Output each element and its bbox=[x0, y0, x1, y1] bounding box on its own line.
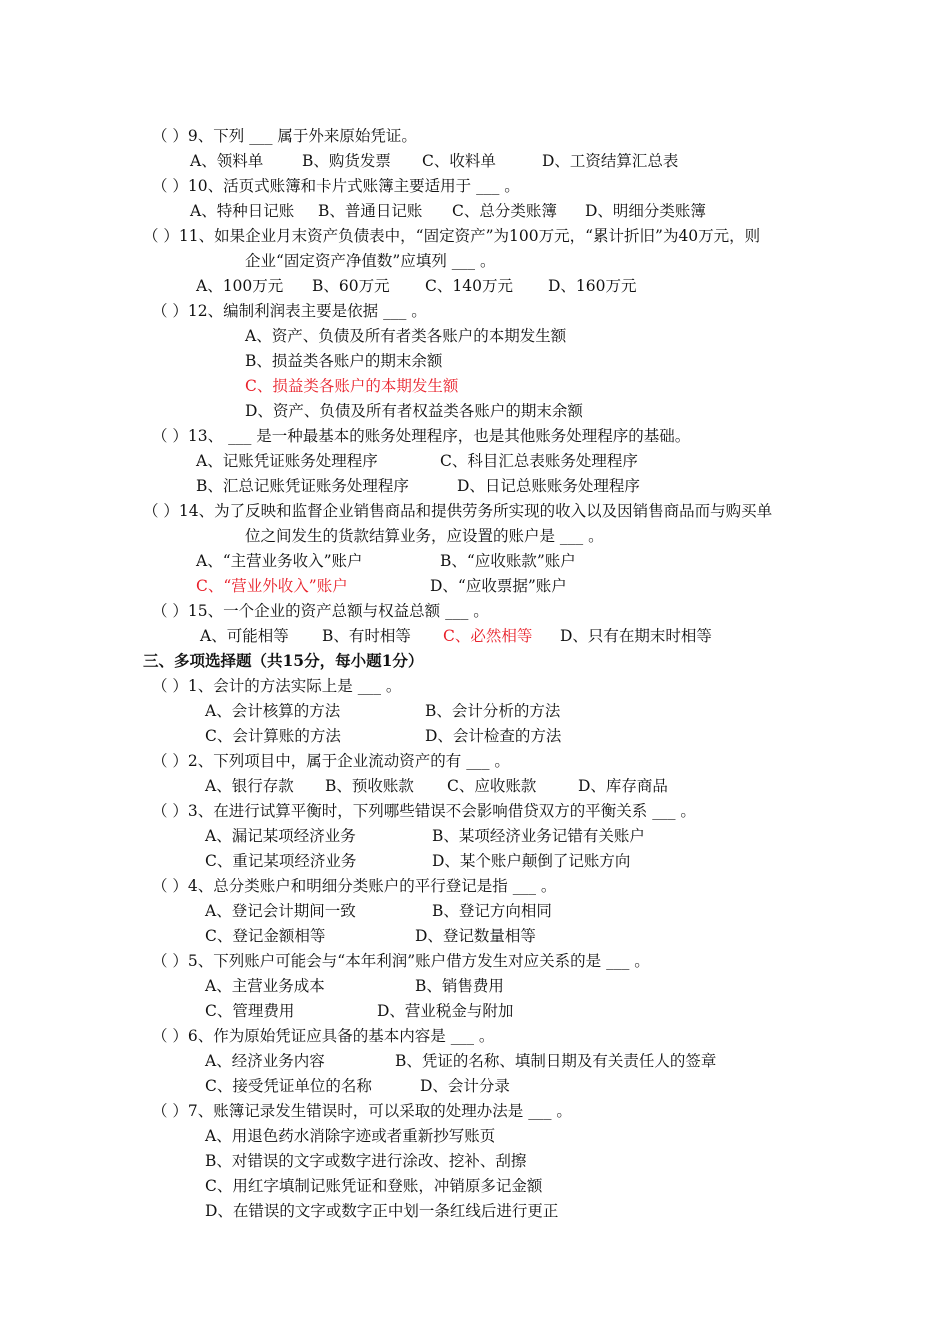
multi-question-6-options-row1 bbox=[0, 1050, 950, 1072]
option-d: D、“应收票据”账户 bbox=[430, 577, 567, 595]
option-b: B、销售费用 bbox=[415, 977, 504, 995]
option-c-answer: C、必然相等 bbox=[443, 627, 533, 645]
option-d: D、工资结算汇总表 bbox=[542, 152, 679, 170]
option-c: C、重记某项经济业务 bbox=[205, 852, 357, 870]
option-d: D、库存商品 bbox=[578, 777, 668, 795]
option-d: D、会计检查的方法 bbox=[425, 727, 562, 745]
question-10-options bbox=[0, 200, 950, 222]
question-14-continuation: 位之间发生的货款结算业务，应设置的账户是 ___ 。 bbox=[245, 527, 604, 545]
question-number: （ ）13、 bbox=[152, 427, 224, 445]
question-14-options-row2 bbox=[0, 575, 950, 597]
multi-question-6 bbox=[152, 1025, 494, 1047]
option-d: D、资产、负债及所有者权益类各账户的期末余额 bbox=[245, 402, 583, 420]
question-stem: 活页式账簿和卡片式账簿主要适用于 ___ 。 bbox=[223, 177, 520, 195]
option-b: B、某项经济业务记错有关账户 bbox=[432, 827, 645, 845]
option-a: A、100万元 bbox=[196, 277, 284, 295]
question-9 bbox=[152, 125, 417, 147]
question-stem: 如果企业月末资产负债表中，“固定资产”为100万元，“累计折旧”为40万元，则 bbox=[214, 227, 761, 245]
multi-question-2 bbox=[152, 750, 510, 772]
question-stem: 一个企业的资产总额与权益总额 ___ 。 bbox=[223, 602, 489, 620]
multi-question-4-options-row2 bbox=[0, 925, 950, 947]
multi-question-1 bbox=[152, 675, 401, 697]
option-a: A、会计核算的方法 bbox=[205, 702, 341, 720]
multi-question-6-options-row2 bbox=[0, 1075, 950, 1097]
question-number: （ ）12、 bbox=[152, 302, 224, 320]
option-d: D、营业税金与附加 bbox=[377, 1002, 514, 1020]
section-heading: 三、多项选择题（共15分，每小题1分） bbox=[143, 651, 424, 670]
question-stem: 下列 ___ 属于外来原始凭证。 bbox=[213, 127, 417, 145]
option-a: A、银行存款 bbox=[205, 777, 294, 795]
option-b: B、预收账款 bbox=[325, 777, 414, 795]
question-number: （ ）2、 bbox=[152, 752, 214, 770]
question-number: （ ）5、 bbox=[152, 952, 214, 970]
option-b: B、会计分析的方法 bbox=[425, 702, 561, 720]
question-stem: 总分类账户和明细分类账户的平行登记是指 ___ 。 bbox=[213, 877, 557, 895]
multi-question-5 bbox=[152, 950, 650, 972]
question-number: （ ）14、 bbox=[143, 502, 215, 520]
option-a: A、登记会计期间一致 bbox=[205, 902, 356, 920]
question-14-options-row1 bbox=[0, 550, 950, 572]
question-12 bbox=[152, 300, 427, 322]
option-c: C、接受凭证单位的名称 bbox=[205, 1077, 372, 1095]
option-d: D、日记总账账务处理程序 bbox=[457, 477, 640, 495]
option-b: B、汇总记账凭证账务处理程序 bbox=[196, 477, 409, 495]
option-a: A、主营业务成本 bbox=[205, 977, 325, 995]
multi-question-5-options-row1 bbox=[0, 975, 950, 997]
option-b: B、60万元 bbox=[312, 277, 390, 295]
question-number: （ ）9、 bbox=[152, 127, 214, 145]
option-b: B、损益类各账户的期末余额 bbox=[245, 352, 443, 370]
question-number: （ ）11、 bbox=[143, 227, 215, 245]
option-a: A、领料单 bbox=[190, 152, 264, 170]
question-number: （ ）6、 bbox=[152, 1027, 214, 1045]
option-c-answer: C、损益类各账户的本期发生额 bbox=[245, 377, 459, 395]
option-b: B、普通日记账 bbox=[318, 202, 423, 220]
option-c: C、140万元 bbox=[425, 277, 513, 295]
option-a: A、漏记某项经济业务 bbox=[205, 827, 356, 845]
question-stem: 编制利润表主要是依据 ___ 。 bbox=[223, 302, 427, 320]
question-15-options bbox=[0, 625, 950, 647]
option-b: B、登记方向相同 bbox=[432, 902, 552, 920]
option-c: C、科目汇总表账务处理程序 bbox=[440, 452, 638, 470]
option-a: A、“主营业务收入”账户 bbox=[196, 552, 363, 570]
question-11-continuation: 企业“固定资产净值数”应填列 ___ 。 bbox=[245, 252, 496, 270]
option-a: A、可能相等 bbox=[200, 627, 289, 645]
option-c-answer: C、“营业外收入”账户 bbox=[196, 577, 348, 595]
option-a: A、用退色药水消除字迹或者重新抄写账页 bbox=[205, 1127, 496, 1145]
question-stem: 为了反映和监督企业销售商品和提供劳务所实现的收入以及因销售商品而与购买单 bbox=[214, 502, 773, 520]
question-10 bbox=[152, 175, 520, 197]
question-number: （ ）7、 bbox=[152, 1102, 214, 1120]
question-9-options bbox=[0, 150, 950, 172]
question-number: （ ）4、 bbox=[152, 877, 214, 895]
multi-question-1-options-row1 bbox=[0, 700, 950, 722]
option-b: B、“应收账款”账户 bbox=[440, 552, 576, 570]
question-stem: 账簿记录发生错误时，可以采取的处理办法是 ___ 。 bbox=[213, 1102, 572, 1120]
question-11-options bbox=[0, 275, 950, 297]
option-a: A、资产、负债及所有者类各账户的本期发生额 bbox=[245, 327, 567, 345]
option-d: D、登记数量相等 bbox=[415, 927, 536, 945]
option-b: B、凭证的名称、填制日期及有关责任人的签章 bbox=[395, 1052, 717, 1070]
option-c: C、登记金额相等 bbox=[205, 927, 326, 945]
multi-question-3-options-row2 bbox=[0, 850, 950, 872]
question-number: （ ）1、 bbox=[152, 677, 214, 695]
multi-question-4 bbox=[152, 875, 556, 897]
question-15 bbox=[152, 600, 489, 622]
option-c: C、管理费用 bbox=[205, 1002, 295, 1020]
option-c: C、应收账款 bbox=[447, 777, 537, 795]
option-a: A、经济业务内容 bbox=[205, 1052, 325, 1070]
option-a: A、特种日记账 bbox=[190, 202, 295, 220]
question-stem: 下列项目中，属于企业流动资产的有 ___ 。 bbox=[213, 752, 510, 770]
question-13-options-row2 bbox=[0, 475, 950, 497]
question-stem: 在进行试算平衡时，下列哪些错误不会影响借贷双方的平衡关系 ___ 。 bbox=[213, 802, 696, 820]
option-d: D、160万元 bbox=[548, 277, 637, 295]
question-11 bbox=[143, 225, 760, 247]
multi-question-3 bbox=[152, 800, 696, 822]
option-d: D、在错误的文字或数字正中划一条红线后进行更正 bbox=[205, 1202, 559, 1220]
question-number: （ ）3、 bbox=[152, 802, 214, 820]
question-number: （ ）10、 bbox=[152, 177, 224, 195]
option-c: C、用红字填制记账凭证和登账，冲销原多记金额 bbox=[205, 1177, 543, 1195]
option-a: A、记账凭证账务处理程序 bbox=[196, 452, 378, 470]
multi-question-1-options-row2 bbox=[0, 725, 950, 747]
question-stem: ___ 是一种最基本的账务处理程序，也是其他账务处理程序的基础。 bbox=[223, 427, 691, 445]
multi-question-4-options-row1 bbox=[0, 900, 950, 922]
option-d: D、某个账户颠倒了记账方向 bbox=[432, 852, 631, 870]
question-number: （ ）15、 bbox=[152, 602, 224, 620]
question-13-options-row1 bbox=[0, 450, 950, 472]
option-c: C、收料单 bbox=[422, 152, 496, 170]
multi-question-7 bbox=[152, 1100, 572, 1122]
option-b: B、有时相等 bbox=[322, 627, 411, 645]
option-c: C、会计算账的方法 bbox=[205, 727, 341, 745]
multi-question-3-options-row1 bbox=[0, 825, 950, 847]
option-d: D、明细分类账簿 bbox=[585, 202, 706, 220]
question-14 bbox=[143, 500, 772, 522]
question-stem: 会计的方法实际上是 ___ 。 bbox=[213, 677, 402, 695]
option-b: B、购货发票 bbox=[302, 152, 391, 170]
multi-question-2-options bbox=[0, 775, 950, 797]
question-13 bbox=[152, 425, 690, 447]
question-stem: 下列账户可能会与“本年利润”账户借方发生对应关系的是 ___ 。 bbox=[213, 952, 650, 970]
question-stem: 作为原始凭证应具备的基本内容是 ___ 。 bbox=[213, 1027, 495, 1045]
option-d: D、只有在期末时相等 bbox=[560, 627, 712, 645]
option-c: C、总分类账簿 bbox=[452, 202, 557, 220]
option-b: B、对错误的文字或数字进行涂改、挖补、刮擦 bbox=[205, 1152, 527, 1170]
multi-question-5-options-row2 bbox=[0, 1000, 950, 1022]
option-d: D、会计分录 bbox=[420, 1077, 510, 1095]
